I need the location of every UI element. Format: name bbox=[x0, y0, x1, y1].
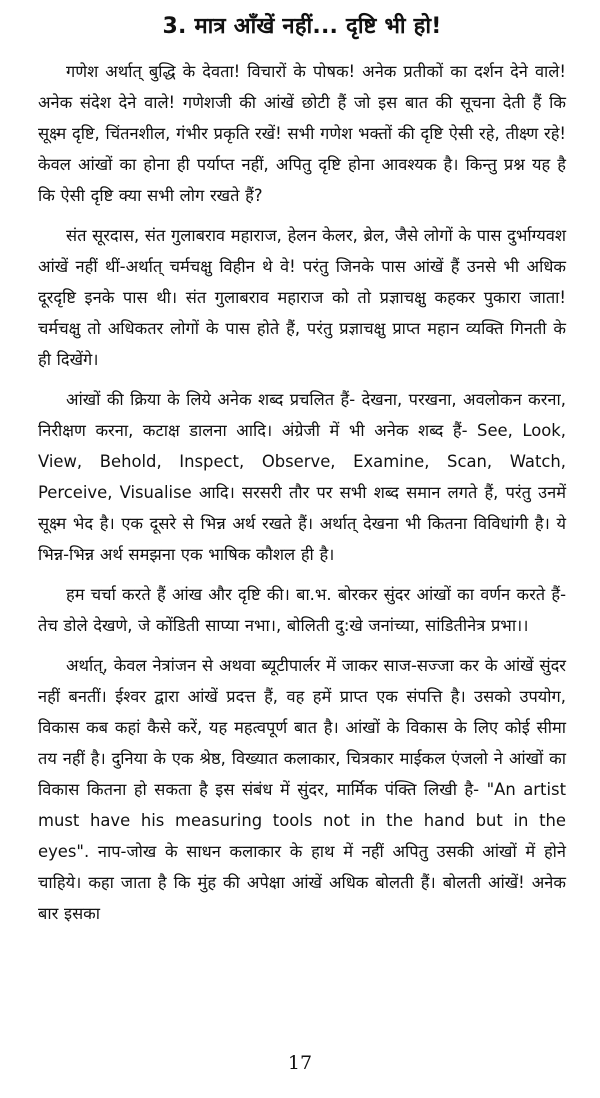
page-number: 17 bbox=[287, 1052, 313, 1074]
chapter-title: 3. मात्र आँखें नहीं... दृष्टि भी हो! bbox=[162, 14, 442, 39]
book-page bbox=[38, 10, 566, 1090]
paragraph-3: आंखों की क्रिया के लिये अनेक शब्द प्रचलित हैं- देखना, परखना, अवलोकन करना, निरीक्षण करना, कटाक्ष डालना आदि। अंग्रेजी में भी अनेक शब्द हैं- See, Look, View, Behold, Inspect, Observe, Examine, Scan, Watch, Perceive, Visualise आदि। सरसरी तौर पर सभी शब्द समान लगते हैं, परंतु उनमें सूक्ष्म भेद है। एक दूसरे से भिन्न अर्थ रखते हैं। अर्थात् देखना भी कितना विविधांगी है। ये भिन्न-भिन्न अर्थ समझना एक भाषिक कौशल ही है। bbox=[38, 390, 566, 564]
paragraph-5: अर्थात्, केवल नेत्रांजन से अथवा ब्यूटीपार्लर में जाकर साज-सज्जा कर के आंखें सुंदर नहीं बनतीं। ईश्वर द्वारा आंखें प्रदत्त हैं, वह हमें प्राप्त एक संपत्ति है। उसको उपयोग, विकास कब कहां कैसे करें, यह महत्वपूर्ण बात है। आंखों के विकास के लिए कोई सीमा तय नहीं है। दुनिया के एक श्रेष्ठ, विख्यात कलाकार, चित्रकार माईकल एंजलो ने आंखों का विकास कितना हो सकता है इस संबंध में सुंदर, मार्मिक पंक्ति लिखी है- "An artist must have his measuring tools not in the hand but in the eyes". नाप-जोख के साधन कलाकार के हाथ में नहीं अपितु उसकी आंखों में होने चाहिये। कहा जाता है कि मुंह की अपेक्षा आंखें अधिक बोलती हैं। बोलती आंखें! अनेक बार इसका bbox=[38, 656, 566, 923]
paragraph-1: गणेश अर्थात् बुद्धि के देवता! विचारों के पोषक! अनेक प्रतीकों का दर्शन देने वाले! अनेक संदेश देने वाले! गणेशजी की आंखें छोटी हैं जो इस बात की सूचना देती हैं कि सूक्ष्म दृष्टि, चिंतनशील, गंभीर प्रकृति रखें! सभी गणेश भक्तों की दृष्टि ऐसी रहे, तीक्ष्ण रहे! केवल आंखों का होना ही पर्याप्त नहीं, अपितु दृष्टि होना आवश्यक है। किन्तु प्रश्न यह है कि ऐसी दृष्टि क्या सभी लोग रखते हैं? bbox=[38, 62, 566, 205]
paragraph-2: संत सूरदास, संत गुलाबराव महाराज, हेलन केलर, ब्रेल, जैसे लोगों के पास दुर्भाग्यवश आंखें नहीं थीं-अर्थात् चर्मचक्षु विहीन थे वे! परंतु जिनके पास आंखें हैं उनसे भी अधिक दूरदृष्टि इनके पास थी। संत गुलाबराव महाराज को तो प्रज्ञाचक्षु कहकर पुकारा जाता! चर्मचक्षु तो अधिकतर लोगों के पास होते हैं, परंतु प्रज्ञाचक्षु प्राप्त महान व्यक्ति गिनती के ही दिखेंगे। bbox=[38, 226, 566, 369]
paragraph-4: हम चर्चा करते हैं आंख और दृष्टि की। बा.भ. बोरकर सुंदर आंखों का वर्णन करते हैं- तेच डोले देखणे, जे कोंडिती साप्या नभा।, बोलिती दु:खे जनांच्या, सांडितीनेत्र प्रभा।। bbox=[38, 585, 566, 635]
